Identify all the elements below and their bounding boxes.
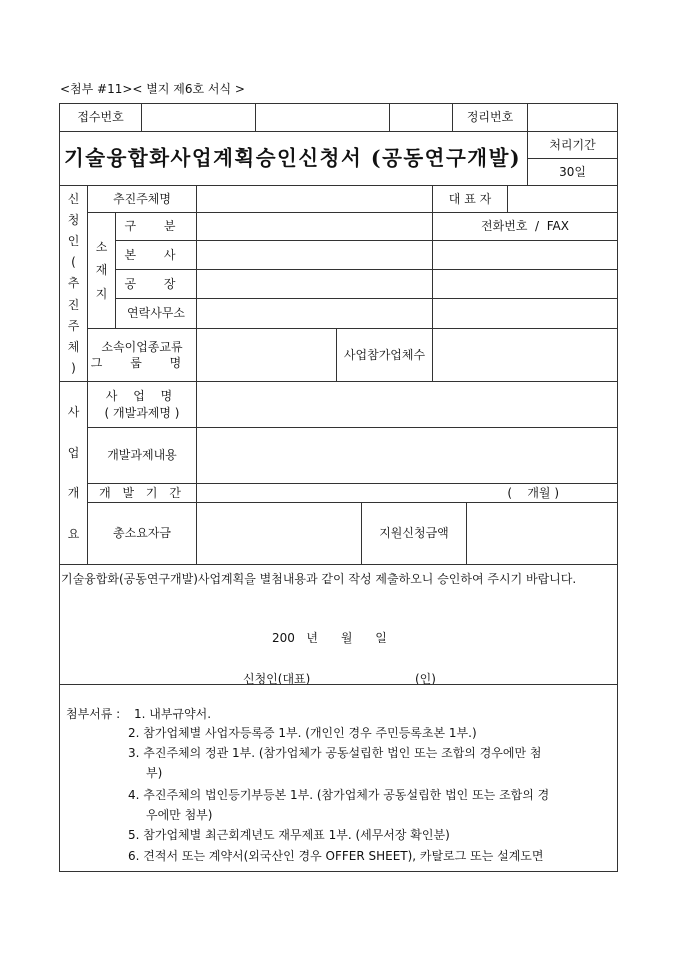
representative-field[interactable]	[507, 185, 618, 213]
total-fund-label: 총소요자금	[87, 502, 197, 565]
period-label: 개 발 기 간	[87, 483, 197, 503]
processing-period-label: 처리기간	[527, 131, 618, 159]
declaration-date: 200 년 월 일	[272, 631, 387, 645]
char: 요	[67, 526, 80, 541]
factory-label: 공 장	[115, 269, 197, 299]
applicant-side-label	[59, 185, 88, 382]
receipt-field-2[interactable]	[255, 103, 390, 132]
char: 사	[67, 405, 80, 420]
project-content-label: 개발과제내용	[87, 427, 197, 484]
attachment-item: 1. 내부규약서.	[134, 707, 212, 721]
project-content-field[interactable]	[196, 427, 618, 484]
project-name-line2: ( 개발과제명 )	[104, 405, 180, 420]
char: 개	[67, 486, 80, 501]
hq-address-field[interactable]	[196, 240, 433, 270]
char: 진	[67, 297, 80, 312]
applicant-rep-label: 신청인(대표)	[243, 672, 311, 686]
attachment-item: 4. 추진주체의 법인등기부등본 1부. (참가업체가 공동설립한 법인 또는 조합의 경	[128, 788, 550, 802]
project-name-label	[87, 381, 197, 428]
char: 업	[67, 445, 80, 460]
total-fund-field[interactable]	[196, 502, 362, 565]
group-label-line2: 그 룹 명	[90, 356, 194, 370]
receipt-field-3[interactable]	[389, 103, 453, 132]
participants-label: 사업참가업체수	[336, 328, 433, 382]
project-name-line1: 사 업 명	[105, 389, 179, 404]
support-amount-field[interactable]	[466, 502, 618, 565]
phone-fax-label: 전화번호 / FAX	[432, 212, 618, 241]
hq-label: 본 사	[115, 240, 197, 270]
form-title: 기술융합화사업계획승인신청서 (공동연구개발)	[59, 131, 528, 186]
attachment-item: 우에만 첨부)	[146, 808, 213, 822]
char: )	[71, 361, 76, 376]
declaration-box	[59, 564, 618, 685]
form-header: <첨부 #11>< 별지 제6호 서식 >	[60, 82, 245, 96]
factory-phone-field[interactable]	[432, 269, 618, 299]
attachment-item: 부)	[146, 766, 163, 780]
hq-phone-field[interactable]	[432, 240, 618, 270]
declaration-text: 기술융합화(공동연구개발)사업계획을 별첨내용과 같이 작성 제출하오니 승인하여 주시기 바랍니다.	[61, 572, 577, 586]
office-address-field[interactable]	[196, 298, 433, 329]
receipt-no-field[interactable]	[141, 103, 256, 132]
representative-label: 대 표 자	[432, 185, 508, 213]
division-label: 구 분	[115, 212, 197, 241]
entity-name-label: 추진주체명	[87, 185, 197, 213]
arrange-no-field[interactable]	[527, 103, 618, 132]
receipt-no-label: 접수번호	[59, 103, 142, 132]
char: (	[71, 255, 76, 270]
seal-mark: (인)	[415, 672, 436, 686]
char: 체	[67, 340, 80, 355]
attachment-item: 2. 참가업체별 사업자등록증 1부. (개인인 경우 주민등록초본 1부.)	[128, 726, 477, 740]
location-label	[87, 212, 116, 329]
processing-period-value: 30일	[527, 158, 618, 186]
entity-name-field[interactable]	[196, 185, 433, 213]
char: 추	[67, 276, 80, 291]
attachment-item: 6. 견적서 또는 계약서(외국산인 경우 OFFER SHEET), 카탈로그 또는 설계도면	[128, 849, 544, 863]
participants-field[interactable]	[432, 328, 618, 382]
period-field[interactable]	[196, 483, 618, 503]
office-phone-field[interactable]	[432, 298, 618, 329]
division-field[interactable]	[196, 212, 433, 241]
char: 지	[95, 287, 108, 302]
char: 청	[67, 212, 80, 227]
factory-address-field[interactable]	[196, 269, 433, 299]
attachment-item: 3. 추진주체의 정관 1부. (참가업체가 공동설립한 법인 또는 조합의 경우에만 첨	[128, 746, 542, 760]
office-label: 연락사무소	[115, 298, 197, 329]
support-amount-label: 지원신청금액	[361, 502, 467, 565]
business-side-label	[59, 381, 88, 565]
group-name-label	[87, 328, 197, 382]
period-months: ( 개월 )	[507, 485, 559, 500]
char: 인	[67, 233, 80, 248]
group-label-line1: 소속이업종교류	[101, 339, 183, 354]
attachments-label: 첨부서류 :	[66, 707, 121, 721]
project-name-field[interactable]	[196, 381, 618, 428]
char: 주	[67, 318, 80, 333]
group-name-field[interactable]	[196, 328, 337, 382]
attachments-box	[59, 684, 618, 872]
char: 재	[95, 263, 108, 278]
attachment-item: 5. 참가업체별 최근회계년도 재무제표 1부. (세무서장 확인분)	[128, 828, 450, 842]
char: 소	[95, 239, 108, 254]
arrange-no-label: 정리번호	[452, 103, 528, 132]
char: 신	[67, 191, 80, 206]
